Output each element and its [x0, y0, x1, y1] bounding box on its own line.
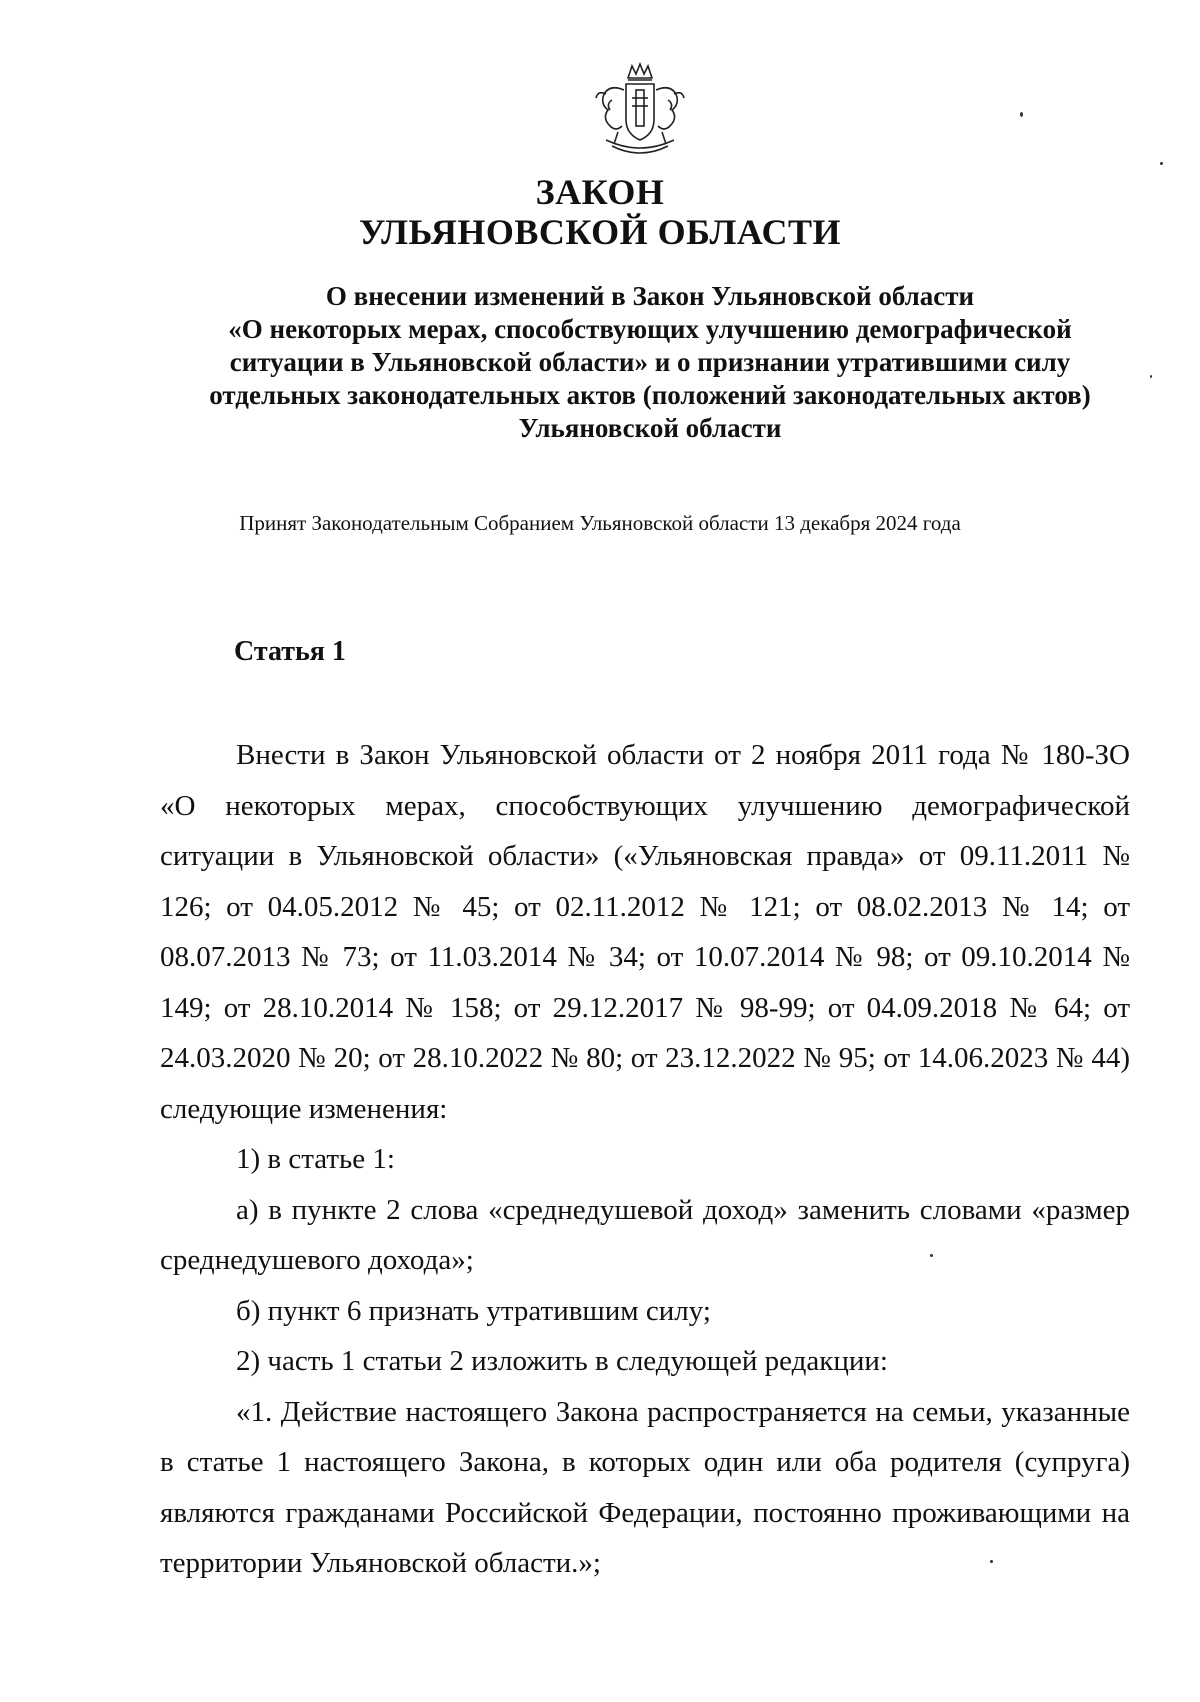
- subject-line: «О некоторых мерах, способствующих улучшению демографической: [228, 314, 1072, 344]
- article-body: [160, 730, 1130, 1589]
- issuing-region: УЛЬЯНОВСКОЙ ОБЛАСТИ: [358, 212, 842, 252]
- scan-speck: [990, 1560, 993, 1563]
- article-paragraph: Внести в Закон Ульяновской области от 2 ноября 2011 года № 180-ЗО «О некоторых мерах, способствующих улучшению демографической ситуации в Ульяновской области» («Ульяновская правда» от 09.11.2011 № 126; от 04.05.2012 № 45; от 02.11.2012 № 121; от 08.02.2013 № 14; от 08.07.2013 № 73; от 11.03.2014 № 34; от 10.07.2014 № 98; от 09.10.2014 № 149; от 28.10.2014 № 158; от 29.12.2017 № 98-99; от 04.09.2018 № 64; от 24.03.2020 № 20; от 28.10.2022 № 80; от 23.12.2022 № 95; от 14.06.2023 № 44) следующие изменения:: [160, 739, 1130, 1125]
- article-paragraph: «1. Действие настоящего Закона распространяется на семьи, указанные в статье 1 настоящего Закона, в которых один или оба родителя (супруга) являются гражданами Российской Федерации, постоянно проживающими на территории Ульяновской области.»;: [160, 1395, 1130, 1579]
- adoption-note: Принят Законодательным Собранием Ульяновской области 13 декабря 2024 года: [239, 511, 961, 535]
- law-subject: [170, 280, 1130, 445]
- subject-line: ситуации в Ульяновской области» и о признании утратившими силу: [229, 347, 1071, 377]
- scan-speck: [930, 1254, 933, 1257]
- article-title: Статья 1: [234, 636, 346, 667]
- subject-line: отдельных законодательных актов (положений законодательных актов): [209, 380, 1091, 410]
- article-paragraph: 2) часть 1 статьи 2 изложить в следующей редакции:: [236, 1345, 888, 1377]
- coat-of-arms-icon: [592, 60, 688, 160]
- article-paragraph: б) пункт 6 признать утратившим силу;: [236, 1294, 711, 1327]
- article-paragraph: а) в пункте 2 слова «среднедушевой доход» заменить словами «размер среднедушевого дохода»;: [160, 1193, 1130, 1276]
- scan-speck: [1150, 375, 1152, 378]
- document-type: ЗАКОН: [535, 172, 665, 212]
- document-heading: [0, 172, 1200, 252]
- subject-line: О внесении изменений в Закон Ульяновской области: [325, 281, 975, 311]
- scan-speck: [1160, 162, 1163, 165]
- subject-line: Ульяновской области: [518, 413, 782, 443]
- article-paragraph: 1) в статье 1:: [236, 1143, 395, 1175]
- scan-speck: [1020, 112, 1023, 117]
